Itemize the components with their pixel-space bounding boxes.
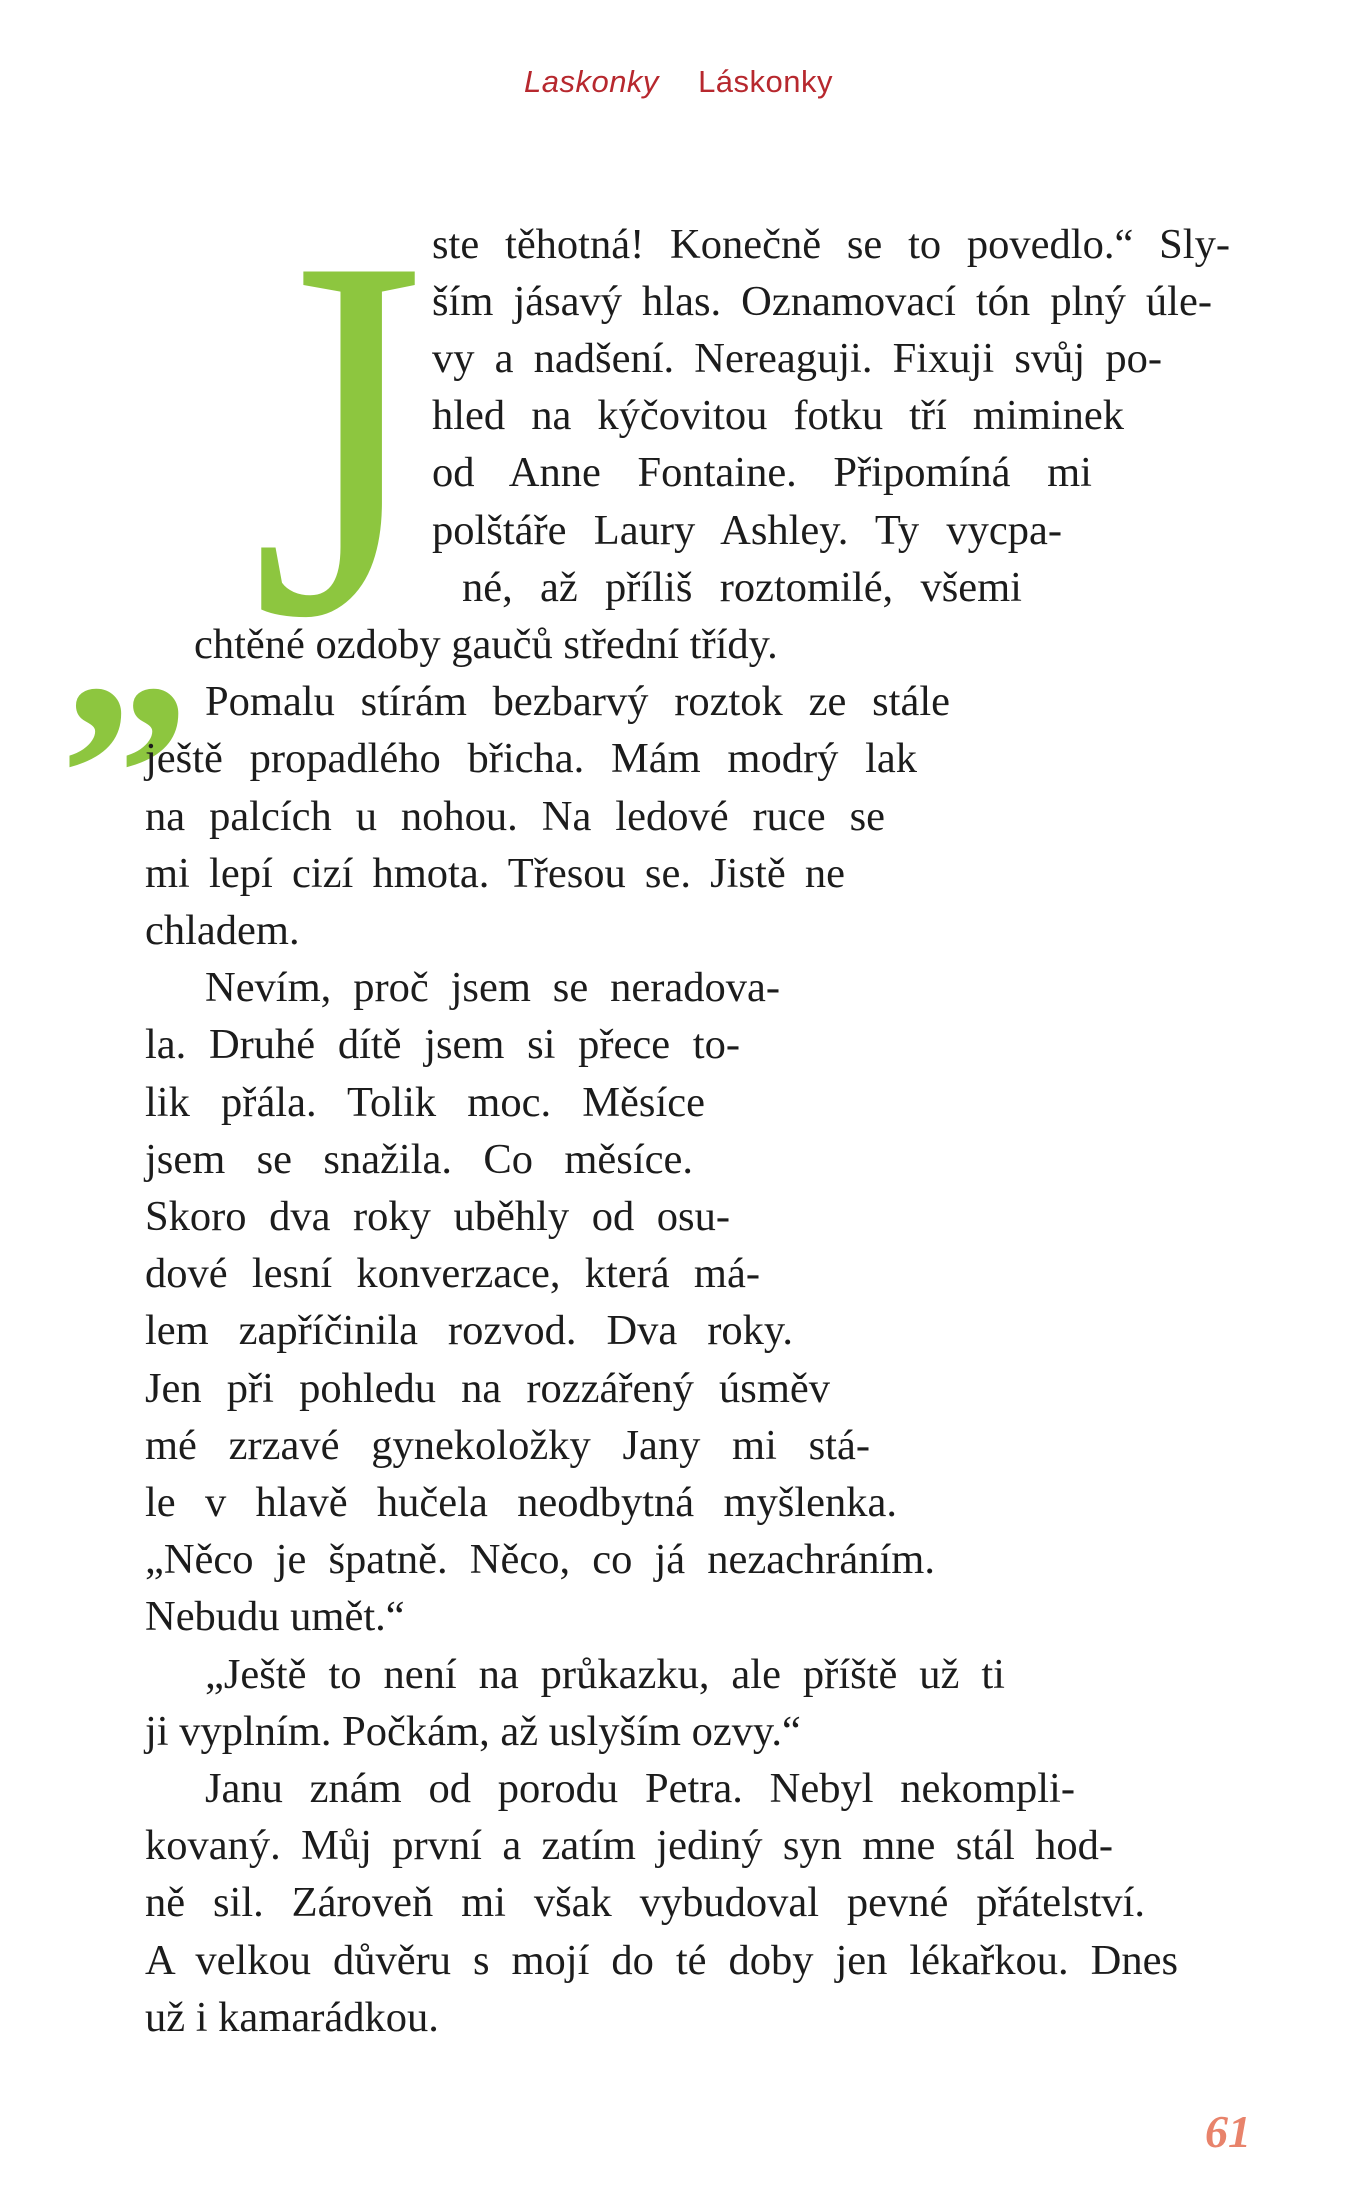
text-line: chtěné ozdoby gaučů střední třídy. (194, 621, 778, 668)
text-line: ně sil. Zároveň mi však vybudoval pevné přátelství. (145, 1879, 1145, 1926)
header-title: Láskonky (698, 64, 834, 99)
text-line: hled na kýčovitou fotku tří miminek (432, 392, 1124, 439)
text-line: vy a nadšení. Nereaguji. Fixuji svůj po- (432, 335, 1162, 382)
drop-cap-letter: J (252, 150, 425, 725)
text-line: „Ještě to není na průkazku, ale příště už ti (205, 1651, 1005, 1698)
text-line: od Anne Fontaine. Připomíná mi (432, 449, 1092, 496)
text-line: jsem se snažila. Co měsíce. (145, 1136, 693, 1183)
text-line: ji vyplním. Počkám, až uslyším ozvy.“ (145, 1708, 801, 1755)
text-line: ste těhotná! Konečně se to povedlo.“ Sly- (432, 221, 1230, 268)
drop-quote-mark: „ (62, 496, 172, 784)
header-title-italic: Laskonky (523, 64, 659, 99)
text-line: mi lepí cizí hmota. Třesou se. Jistě ne (145, 850, 845, 897)
text-line: ještě propadlého břicha. Mám modrý lak (145, 735, 917, 782)
text-line: mé zrzavé gynekoložky Jany mi stá- (145, 1422, 870, 1469)
text-line: chladem. (145, 907, 300, 954)
text-line: le v hlavě hučela neodbytná myšlenka. (145, 1479, 897, 1526)
text-line: Jen při pohledu na rozzářený úsměv (145, 1365, 830, 1412)
text-line: A velkou důvěru s mojí do té doby jen lékařkou. Dnes (145, 1937, 1178, 1984)
text-line: „Něco je špatně. Něco, co já nezachráním. (145, 1536, 935, 1583)
text-line: Nevím, proč jsem se neradova- (205, 964, 780, 1011)
text-line: lem zapříčinila rozvod. Dva roky. (145, 1307, 793, 1354)
text-line: Pomalu stírám bezbarvý roztok ze stále (205, 678, 950, 725)
text-line: la. Druhé dítě jsem si přece to- (145, 1021, 740, 1068)
text-line: Janu znám od porodu Petra. Nebyl nekompli- (205, 1765, 1075, 1812)
text-line: kovaný. Můj první a zatím jediný syn mne stál hod- (145, 1822, 1113, 1869)
text-line: lik přála. Tolik moc. Měsíce (145, 1079, 705, 1126)
text-line: dové lesní konverzace, která má- (145, 1250, 760, 1297)
text-line: ším jásavý hlas. Oznamovací tón plný úle- (432, 278, 1212, 325)
page-number: 61 (1205, 2106, 1251, 2157)
text-line: polštáře Laury Ashley. Ty vycpa- (432, 507, 1062, 554)
text-line: na palcích u nohou. Na ledové ruce se (145, 793, 885, 840)
text-line: Nebudu umět.“ (145, 1593, 405, 1640)
text-line: né, až příliš roztomilé, všemi (462, 564, 1022, 611)
text-line: Skoro dva roky uběhly od osu- (145, 1193, 730, 1240)
running-header (0, 64, 1357, 100)
text-line: už i kamarádkou. (145, 1994, 439, 2041)
